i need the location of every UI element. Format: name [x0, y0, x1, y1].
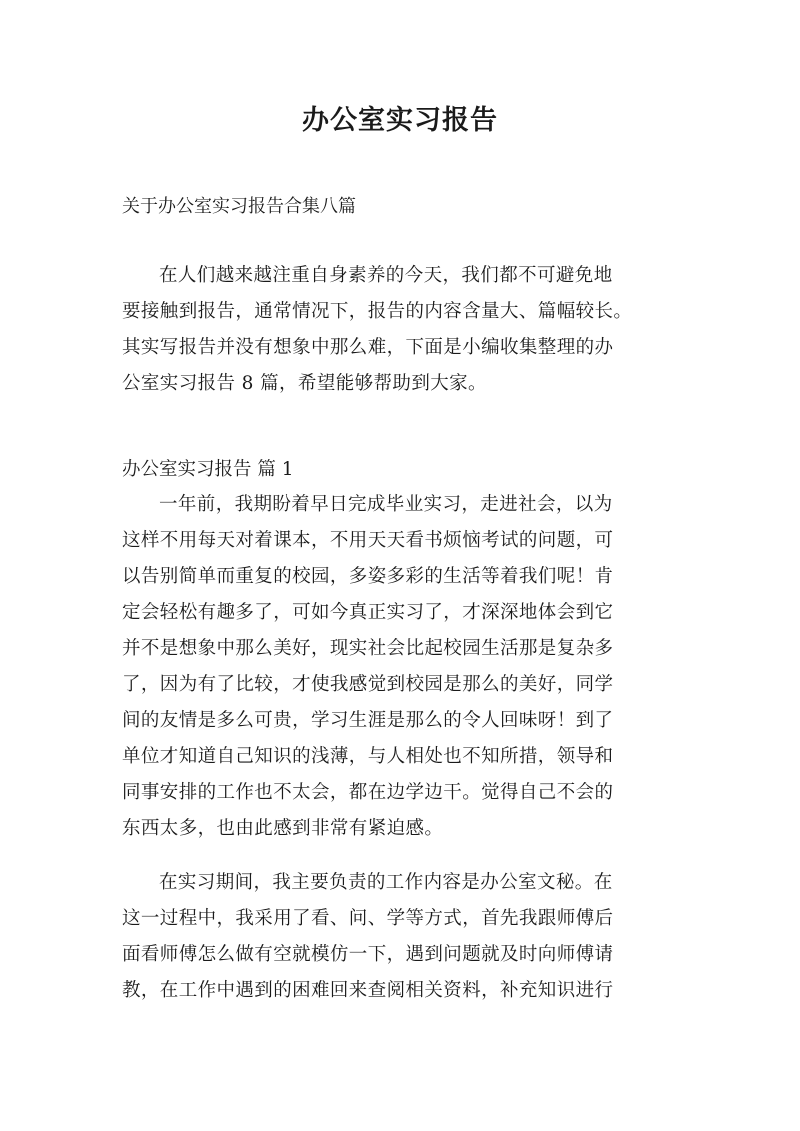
paragraph-line: 这一过程中，我采用了看、问、学等方式，首先我跟师傅后 — [122, 908, 614, 929]
paragraph-line: 其实写报告并没有想象中那么难，下面是小编收集整理的办 — [122, 337, 614, 358]
document-subtitle: 关于办公室实习报告合集八篇 — [122, 196, 356, 217]
paragraph-line: 并不是想象中那么美好，现实社会比起校园生活那是复杂多 — [122, 638, 614, 659]
paragraph-line: 这样不用每天对着课本，不用天天看书烦恼考试的问题，可 — [122, 530, 614, 551]
body-paragraph-2 — [122, 865, 682, 1009]
paragraph-line: 一年前，我期盼着早日完成毕业实习，走进社会，以为 — [159, 494, 613, 515]
paragraph-line: 间的友情是多么可贵，学习生涯是那么的令人回味呀！到了 — [122, 710, 614, 731]
section-heading: 办公室实习报告 篇 1 — [122, 459, 294, 480]
paragraph-line: 在实习期间，我主要负责的工作内容是办公室文秘。在 — [159, 872, 613, 893]
paragraph-line: 东西太多，也由此感到非常有紧迫感。 — [122, 818, 444, 839]
paragraph-line: 教，在工作中遇到的困难回来查阅相关资料，补充知识进行 — [122, 980, 614, 1001]
paragraph-line: 同事安排的工作也不太会，都在边学边干。觉得自己不会的 — [122, 782, 614, 803]
paragraph-line: 公室实习报告 8 篇，希望能够帮助到大家。 — [122, 373, 487, 394]
paragraph-line: 面看师傅怎么做有空就模仿一下，遇到问题就及时向师傅请 — [122, 944, 614, 965]
paragraph-line: 单位才知道自己知识的浅薄，与人相处也不知所措，领导和 — [122, 746, 614, 767]
document-title: 办公室实习报告 — [302, 105, 498, 136]
paragraph-line: 在人们越来越注重自身素养的今天，我们都不可避免地 — [159, 265, 613, 286]
paragraph-line: 了，因为有了比较，才使我感觉到校园是那么的美好，同学 — [122, 674, 614, 695]
intro-paragraph — [122, 258, 682, 402]
paragraph-line: 以告别简单而重复的校园，多姿多彩的生活等着我们呢！肯 — [122, 566, 614, 587]
paragraph-line: 定会轻松有趣多了，可如今真正实习了，才深深地体会到它 — [122, 602, 614, 623]
paragraph-line: 要接触到报告，通常情况下，报告的内容含量大、篇幅较长。 — [122, 301, 633, 322]
body-paragraph-1 — [122, 487, 682, 847]
